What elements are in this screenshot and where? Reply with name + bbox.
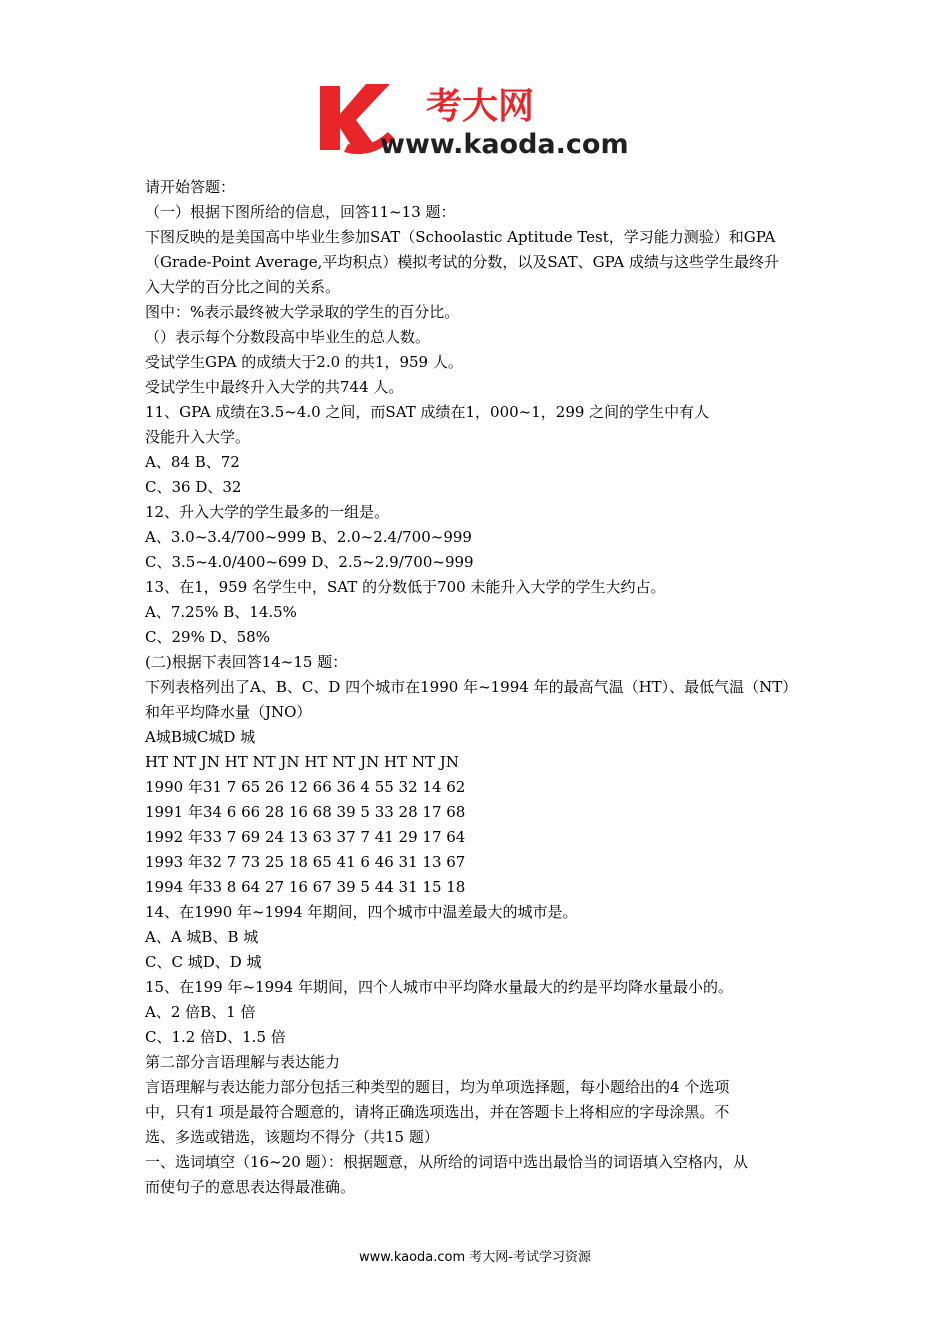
kaoda-logo: [318, 80, 648, 160]
text-line: 第二部分言语理解与表达能力: [145, 1053, 341, 1071]
text-line: 11、GPA 成绩在3.5~4.0 之间，而SAT 成绩在1，000~1，299 之间的学生中有人: [145, 403, 710, 421]
text-line: (二)根据下表回答14~15 题：: [145, 653, 348, 671]
text-line: 下列表格列出了A、B、C、D 四个城市在1990 年~1994 年的最高气温（HT）、最低气温（NT）: [145, 678, 798, 696]
text-line: C、3.5~4.0/400~699 D、2.5~2.9/700~999: [145, 553, 474, 571]
text-line: C、C 城D、D 城: [145, 953, 262, 971]
text-line: 受试学生GPA 的成绩大于2.0 的共1，959 人。: [145, 353, 463, 371]
text-line: C、29% D、58%: [145, 628, 270, 646]
text-line: （一）根据下图所给的信息，回答11~13 题：: [145, 203, 456, 221]
text-line: 1990 年31 7 65 26 12 66 36 4 55 32 14 62: [145, 778, 466, 796]
text-line: 请开始答题：: [145, 178, 236, 196]
text-line: A城B城C城D 城: [145, 728, 256, 746]
text-line: A、2 倍B、1 倍: [145, 1003, 256, 1021]
text-line: HT NT JN HT NT JN HT NT JN HT NT JN: [145, 753, 459, 771]
text-line: （）表示每个分数段高中毕业生的总人数。: [145, 328, 431, 346]
text-line: 选、多选或错选，该题均不得分（共15 题）: [145, 1128, 439, 1146]
text-line: 下图反映的是美国高中毕业生参加SAT（Schoolastic Aptitude Test，学习能力测验）和GPA: [145, 228, 776, 246]
text-line: 1994 年33 8 64 27 16 67 39 5 44 31 15 18: [145, 878, 466, 896]
document-body: [145, 175, 815, 1200]
text-line: 一、选词填空（16~20 题）：根据题意，从所给的词语中选出最恰当的词语填入空格内，从: [145, 1153, 749, 1171]
text-line: （Grade-Point Average,平均积点）模拟考试的分数，以及SAT、GPA 成绩与这些学生最终升: [145, 253, 779, 271]
text-line: 和年平均降水量（JNO）: [145, 703, 312, 721]
text-line: 1993 年32 7 73 25 18 65 41 6 46 31 13 67: [145, 853, 466, 871]
text-line: 1992 年33 7 69 24 13 63 37 7 41 29 17 64: [145, 828, 466, 846]
text-line: 入大学的百分比之间的关系。: [145, 278, 341, 296]
logo-chinese-name: 考大网: [426, 86, 535, 127]
text-line: A、7.25% B、14.5%: [145, 603, 297, 621]
text-line: 13、在1，959 名学生中，SAT 的分数低于700 未能升入大学的学生大约占。: [145, 578, 666, 596]
text-line: 14、在1990 年~1994 年期间，四个城市中温差最大的城市是。: [145, 903, 578, 921]
logo-url: www.kaoda.com: [380, 129, 629, 160]
text-line: A、3.0~3.4/700~999 B、2.0~2.4/700~999: [145, 528, 472, 546]
page-footer: www.kaoda.com 考大网-考试学习资源: [359, 1250, 591, 1265]
text-line: 12、升入大学的学生最多的一组是。: [145, 503, 390, 521]
text-line: 受试学生中最终升入大学的共744 人。: [145, 378, 404, 396]
text-line: 没能升入大学。: [145, 428, 251, 446]
text-line: 而使句子的意思表达得最准确。: [145, 1178, 356, 1196]
text-line: A、84 B、72: [145, 453, 240, 471]
text-line: C、1.2 倍D、1.5 倍: [145, 1028, 286, 1046]
text-line: 图中：%表示最终被大学录取的学生的百分比。: [145, 303, 460, 321]
text-line: 中，只有1 项是最符合题意的，请将正确选项选出，并在答题卡上将相应的字母涂黑。不: [145, 1103, 730, 1121]
text-line: 15、在199 年~1994 年期间，四个人城市中平均降水量最大的约是平均降水量最小的。: [145, 978, 733, 996]
text-line: A、A 城B、B 城: [145, 928, 259, 946]
text-line: 1991 年34 6 66 28 16 68 39 5 33 28 17 68: [145, 803, 466, 821]
text-line: C、36 D、32: [145, 478, 242, 496]
text-line: 言语理解与表达能力部分包括三种类型的题目，均为单项选择题，每小题给出的4 个选项: [145, 1078, 730, 1096]
